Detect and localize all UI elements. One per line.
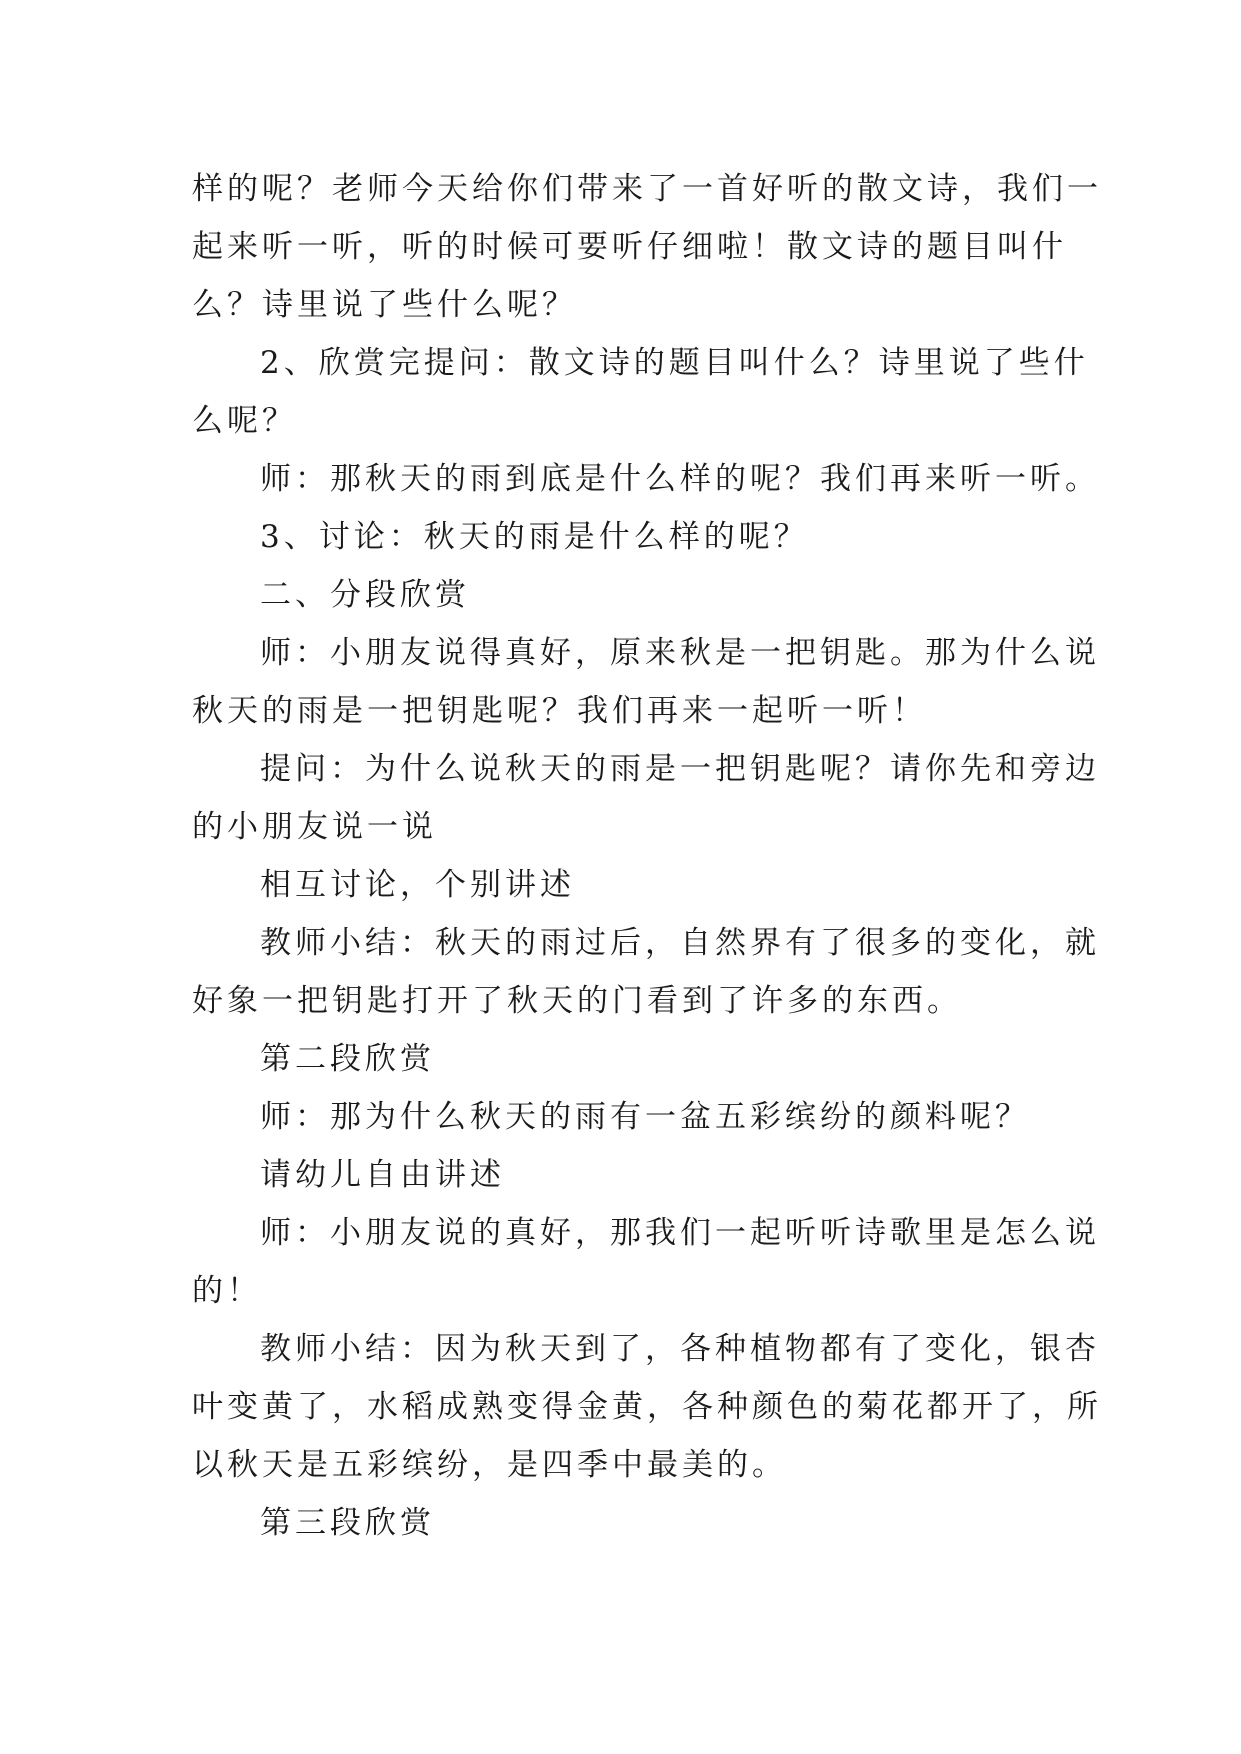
text-line: 2、欣赏完提问：散文诗的题目叫什么？诗里说了些什	[260, 345, 1089, 381]
text-line: 教师小结：因为秋天到了，各种植物都有了变化，银杏	[260, 1331, 1100, 1367]
text-line: 以秋天是五彩缤纷，是四季中最美的。	[192, 1447, 787, 1483]
text-line: 样的呢？老师今天给你们带来了一首好听的散文诗，我们一	[192, 171, 1102, 207]
text-line: 秋天的雨是一把钥匙呢？我们再来一起听一听！	[192, 693, 927, 729]
text-line: 3、讨论：秋天的雨是什么样的呢？	[260, 519, 809, 555]
text-line: 相互讨论，个别讲述	[260, 867, 575, 903]
text-line: 的！	[192, 1273, 262, 1309]
text-line: 么呢？	[192, 403, 297, 439]
text-line: 提问：为什么说秋天的雨是一把钥匙呢？请你先和旁边	[260, 751, 1100, 787]
text-line: 叶变黄了，水稻成熟变得金黄，各种颜色的菊花都开了，所	[192, 1389, 1102, 1425]
document-body	[192, 160, 1102, 1552]
text-line: 教师小结：秋天的雨过后，自然界有了很多的变化，就	[260, 925, 1100, 961]
text-line: 师：那秋天的雨到底是什么样的呢？我们再来听一听。	[260, 461, 1100, 497]
text-line: 么？诗里说了些什么呢？	[192, 287, 577, 323]
text-line: 师：那为什么秋天的雨有一盆五彩缤纷的颜料呢？	[260, 1099, 1030, 1135]
text-line: 师：小朋友说的真好，那我们一起听听诗歌里是怎么说	[260, 1215, 1100, 1251]
section-heading: 第二段欣赏	[260, 1041, 435, 1077]
section-heading: 二、分段欣赏	[260, 577, 470, 613]
text-line: 师：小朋友说得真好，原来秋是一把钥匙。那为什么说	[260, 635, 1100, 671]
text-line: 好象一把钥匙打开了秋天的门看到了许多的东西。	[192, 983, 962, 1019]
text-line: 起来听一听，听的时候可要听仔细啦！散文诗的题目叫什	[192, 229, 1067, 265]
text-line: 请幼儿自由讲述	[260, 1157, 505, 1193]
text-line: 的小朋友说一说	[192, 809, 437, 845]
section-heading: 第三段欣赏	[260, 1505, 435, 1541]
